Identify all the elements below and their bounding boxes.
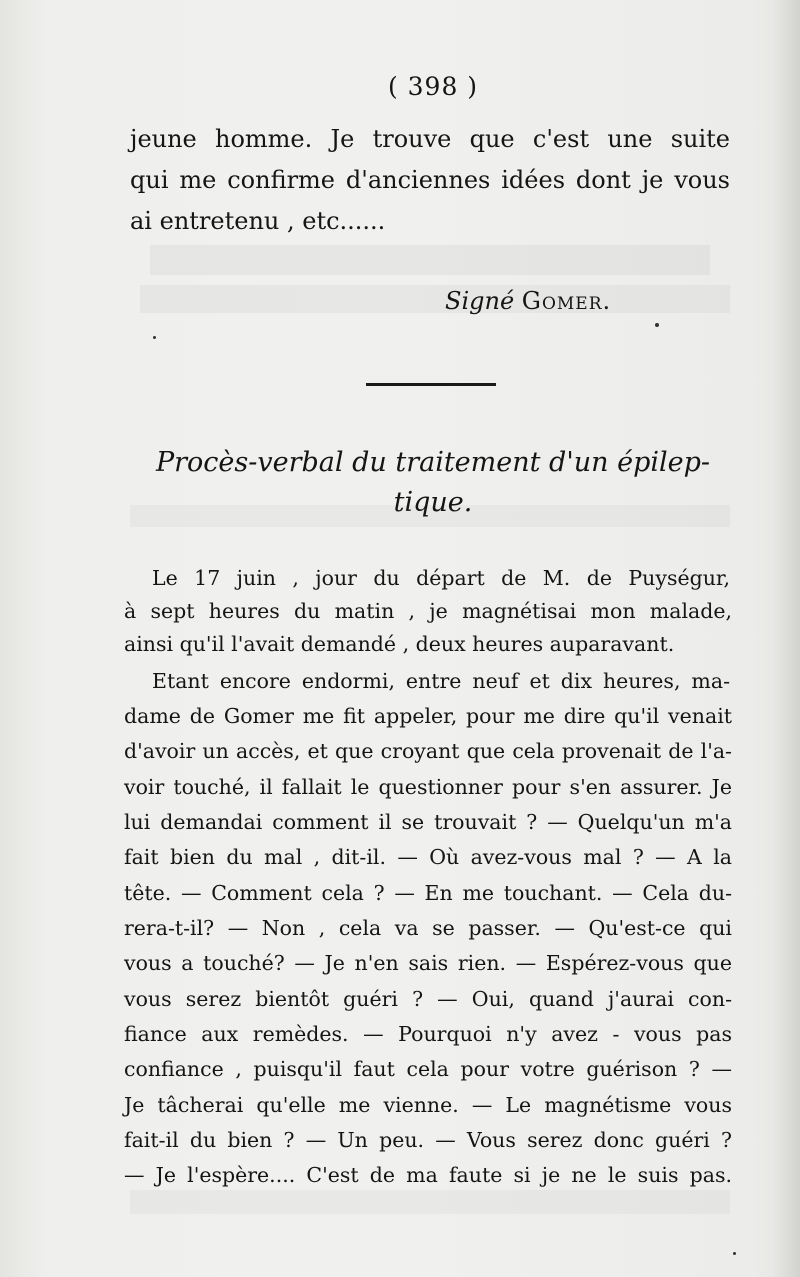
body-line: Le 17 juin , jour du départ de M. de Puységur, bbox=[152, 566, 730, 590]
ink-speck bbox=[153, 336, 156, 339]
signature-line bbox=[445, 287, 611, 315]
section-divider bbox=[366, 383, 496, 386]
ink-speck bbox=[655, 323, 659, 327]
ink-speck bbox=[733, 1252, 736, 1255]
page-number: ( 398 ) bbox=[387, 72, 479, 101]
body-line: lui demandai comment il se trouvait ? — Quelqu'un m'a bbox=[124, 810, 732, 834]
body-line: dame de Gomer me fit appeler, pour me dire qu'il venait bbox=[124, 704, 732, 728]
signature-signed: Signé bbox=[445, 287, 515, 315]
text-line: ai entretenu , etc...... bbox=[130, 207, 386, 235]
text-line: jeune homme. Je trouve que c'est une suite bbox=[130, 125, 730, 153]
body-line: d'avoir un accès, et que croyant que cela provenait de l'a- bbox=[124, 739, 732, 763]
body-line: Je tâcherai qu'elle me vienne. — Le magnétisme vous bbox=[124, 1093, 732, 1117]
text-line: qui me confirme d'anciennes idées dont je vous bbox=[130, 166, 730, 194]
body-line: rera-t-il? — Non , cela va se passer. — Qu'est-ce qui bbox=[124, 916, 732, 940]
body-line: Etant encore endormi, entre neuf et dix heures, ma- bbox=[152, 669, 730, 693]
body-line: — Je l'espère.... C'est de ma faute si je ne le suis pas. bbox=[124, 1163, 732, 1187]
body-line: vous a touché? — Je n'en sais rien. — Espérez-vous que bbox=[124, 951, 732, 975]
gutter-shadow bbox=[772, 0, 800, 1277]
signature-name: Gomer. bbox=[521, 287, 612, 315]
body-line: voir touché, il fallait le questionner pour s'en assurer. Je bbox=[124, 775, 732, 799]
body-line: fait bien du mal , dit-il. — Où avez-vous mal ? — A la bbox=[124, 845, 732, 869]
body-line: tête. — Comment cela ? — En me touchant. — Cela du- bbox=[124, 881, 732, 905]
bleed-through-smudge bbox=[150, 245, 710, 275]
bleed-through-smudge bbox=[130, 1190, 730, 1214]
body-line: ainsi qu'il l'avait demandé , deux heures auparavant. bbox=[124, 632, 675, 656]
body-line: confiance , puisqu'il faut cela pour votre guérison ? — bbox=[124, 1057, 732, 1081]
body-line: fait-il du bien ? — Un peu. — Vous serez donc guéri ? bbox=[124, 1128, 732, 1152]
section-heading: Procès-verbal du traitement d'un épilep- bbox=[155, 447, 711, 478]
body-line: fiance aux remèdes. — Pourquoi n'y avez - vous pas bbox=[124, 1022, 732, 1046]
body-line: à sept heures du matin , je magnétisai mon malade, bbox=[124, 599, 732, 623]
bleed-through-smudge bbox=[140, 285, 730, 313]
section-heading: tique. bbox=[393, 487, 473, 518]
body-line: vous serez bientôt guéri ? — Oui, quand j'aurai con- bbox=[124, 987, 732, 1011]
